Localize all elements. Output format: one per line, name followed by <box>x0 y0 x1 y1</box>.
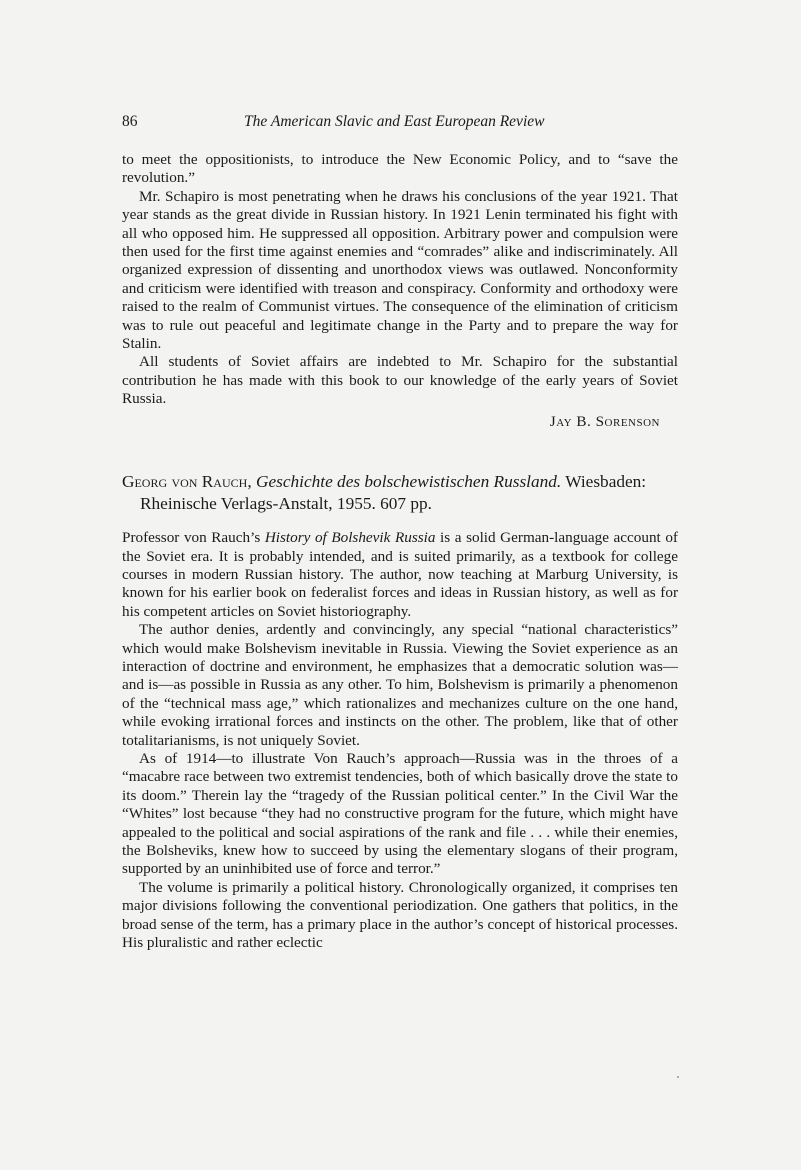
review2-heading <box>122 471 678 515</box>
review2-paragraph-2: The author denies, ardently and convincingly, any special “national characteristics” which would make Bolshevism inevitable in Russia. Viewing the Soviet experience as an interaction of doctrine and environment, he emphasizes that a democratic solution was—and is—as possible in Russia as any other. To him, Bolshevism is primarily a phenomenon of the “technical mass age,” which rationalizes and mechanizes culture on the one hand, while evoking irrational forces and instincts on the other. The problem, like that of other totalitarianisms, is not uniquely Soviet. <box>122 621 678 749</box>
reviewer-signature: Jay B. Sorenson <box>549 412 660 430</box>
scan-speck <box>677 1076 679 1078</box>
review2-author: Georg von Rauch, <box>122 472 252 492</box>
review2-publication: Wiesbaden: Rheinische Verlags-Anstalt, 1955. 607 pp. <box>140 472 647 514</box>
journal-title: The American Slavic and East European Review <box>244 113 545 130</box>
review1-paragraph-2: Mr. Schapiro is most penetrating when he draws his conclusions of the year 1921. That year stands as the great divide in Russian history. In 1921 Lenin terminated his fight with all who opposed him. He suppressed all opposition. Arbitrary power and compulsion were then used for the first time against enemies and “comrades” alike and indiscriminately. All organized expression of dissenting and unorthodox views was outlawed. Nonconformity and criticism were identified with treason and conspiracy. Conformity and orthodoxy were raised to the realm of Communist virtues. The consequence of the elimination of criticism was to rule out peaceful and legitimate change in the Party and to prepare the way for Stalin. <box>122 187 678 353</box>
review1-paragraph-1: to meet the oppositionists, to introduce the New Economic Policy, and to “save the revolution.” <box>122 151 678 187</box>
review2-paragraph-1 <box>122 529 678 621</box>
text-column <box>122 113 678 952</box>
review2-paragraph-3: As of 1914—to illustrate Von Rauch’s approach—Russia was in the throes of a “macabre race between two extremist tendencies, both of which basically drove the state to its doom.” Therein lay the “tragedy of the Russian political center.” In the Civil War the “Whites” lost because “they had no constructive program for the future, which might have appealed to the political and social aspirations of the rank and file . . . while their enemies, the Bolsheviks, knew how to succeed by using the elementary slogans of their program, supported by an uninhibited use of force and terror.” <box>122 749 678 878</box>
running-head <box>122 113 678 137</box>
review2-translated-title: History of Bolshevik Russia <box>264 529 436 547</box>
review2-book-title: Geschichte des bolschewistischen Russland. <box>255 472 562 492</box>
review2-paragraph-4: The volume is primarily a political history. Chronologically organized, it comprises ten major divisions following the conventional periodization. One gathers that politics, in the broad sense of the term, has a primary place in the author’s concept of historical processes. His pluralistic and rather eclectic <box>122 878 678 952</box>
review1-paragraph-3: All students of Soviet affairs are indebted to Mr. Schapiro for the substantial contribution he has made with this book to our knowledge of the early years of Soviet Russia. <box>122 353 678 408</box>
review2-intro-lead: Professor von Rauch’s <box>122 529 265 547</box>
page-number: 86 <box>122 113 138 130</box>
review2-intro-rest: is a solid German-language account of the Soviet era. It is probably intended, and is suited primarily, as a textbook for college courses in modern Russian history. The author, now teaching at Marburg University, is known for his earlier book on federalist forces and ideas in Russian history, as well as for his competent articles on Soviet historiography. <box>122 529 678 620</box>
